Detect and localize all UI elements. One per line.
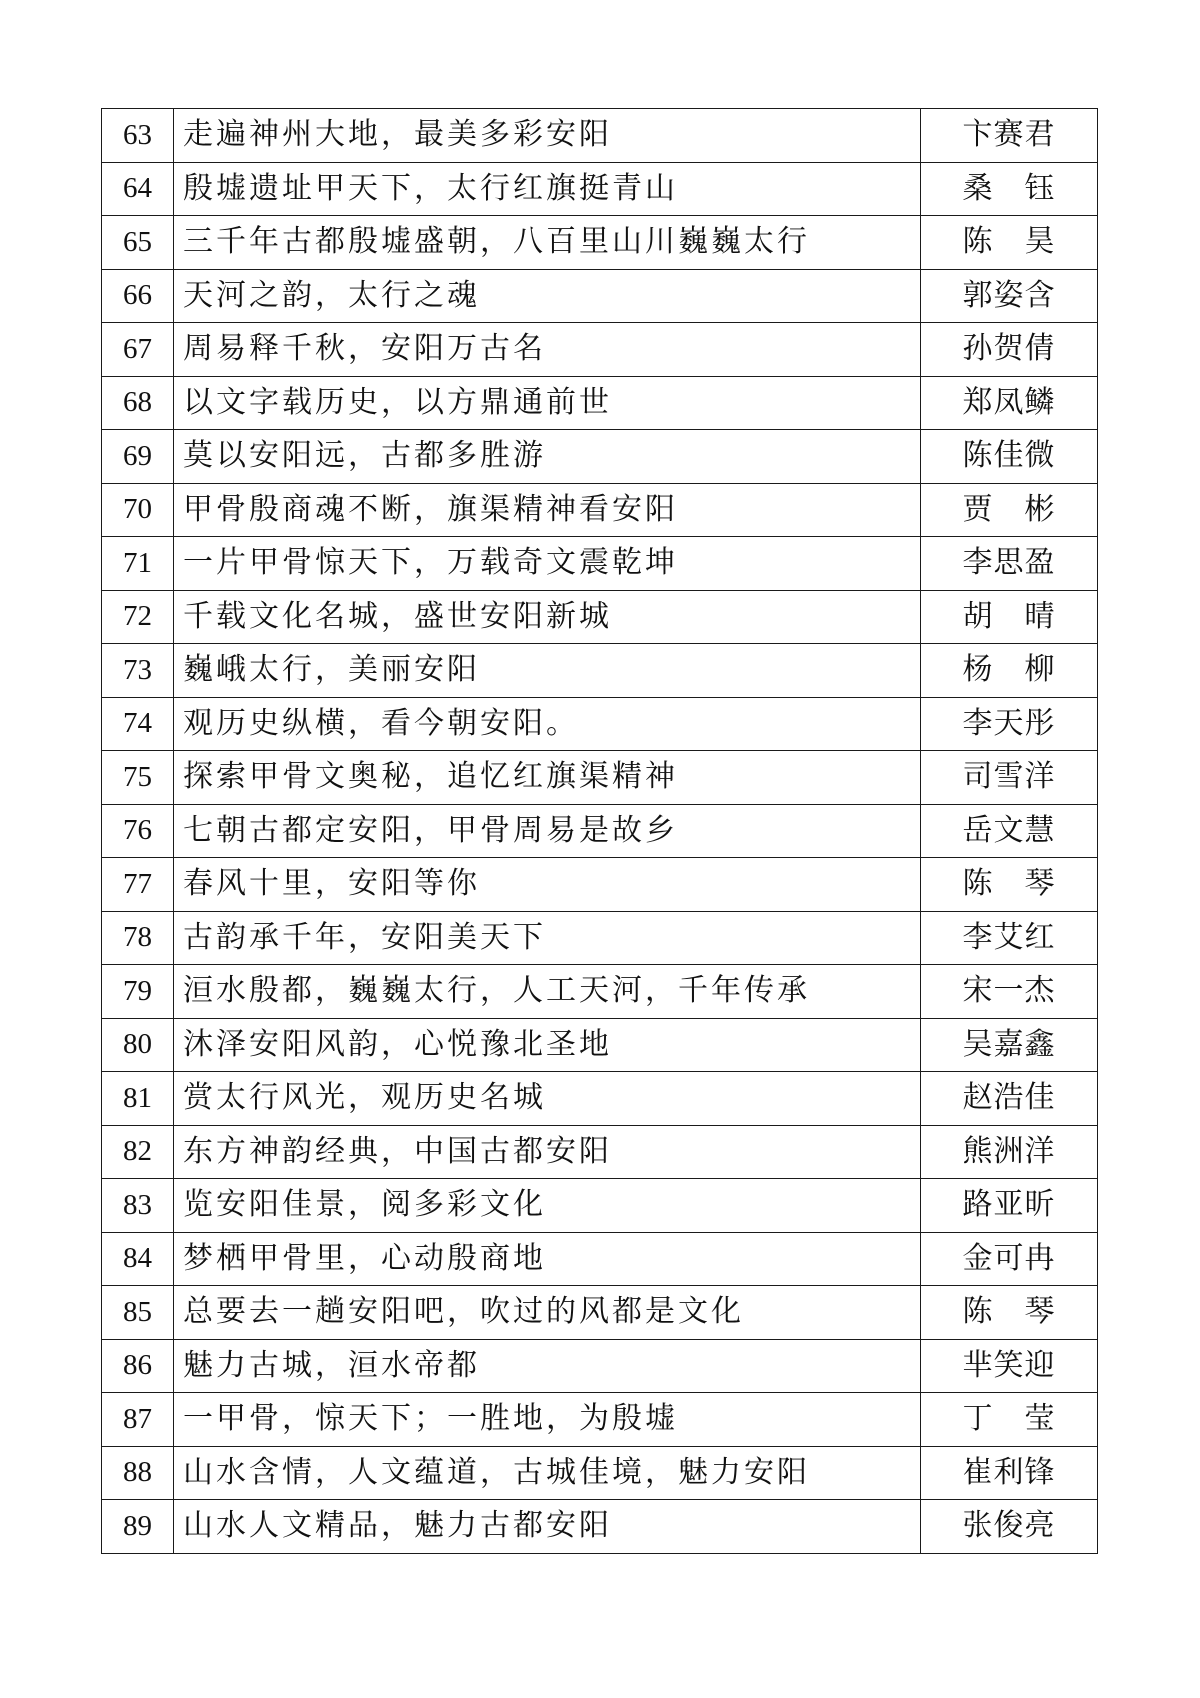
table-row — [102, 483, 1098, 537]
slogan-cell: 周易释千秋，安阳万古名 — [174, 323, 921, 377]
author-cell: 郭姿含 — [921, 269, 1098, 323]
row-number-cell: 87 — [102, 1393, 174, 1447]
row-number-cell: 79 — [102, 965, 174, 1019]
author-cell: 陈 琴 — [921, 1286, 1098, 1340]
table-row — [102, 1500, 1098, 1554]
table-row — [102, 1018, 1098, 1072]
row-number-cell: 76 — [102, 804, 174, 858]
row-number-cell: 68 — [102, 376, 174, 430]
author-cell: 吴嘉鑫 — [921, 1018, 1098, 1072]
table-row — [102, 590, 1098, 644]
row-number-cell: 66 — [102, 269, 174, 323]
author-cell: 李思盈 — [921, 537, 1098, 591]
row-number-cell: 65 — [102, 216, 174, 270]
slogan-cell: 春风十里，安阳等你 — [174, 858, 921, 912]
row-number-cell: 89 — [102, 1500, 174, 1554]
table-row — [102, 1393, 1098, 1447]
table-row — [102, 323, 1098, 377]
row-number-cell: 63 — [102, 109, 174, 163]
table-row — [102, 644, 1098, 698]
row-number-cell: 74 — [102, 697, 174, 751]
row-number-cell: 84 — [102, 1232, 174, 1286]
author-cell: 崔利锋 — [921, 1446, 1098, 1500]
slogan-cell: 魅力古城，洹水帝都 — [174, 1339, 921, 1393]
slogan-cell: 山水含情，人文蕴道，古城佳境，魅力安阳 — [174, 1446, 921, 1500]
slogan-cell: 赏太行风光，观历史名城 — [174, 1072, 921, 1126]
slogan-cell: 一甲骨，惊天下；一胜地，为殷墟 — [174, 1393, 921, 1447]
row-number-cell: 85 — [102, 1286, 174, 1340]
author-cell: 贾 彬 — [921, 483, 1098, 537]
row-number-cell: 72 — [102, 590, 174, 644]
table-row — [102, 109, 1098, 163]
slogan-table — [101, 108, 1098, 1554]
row-number-cell: 75 — [102, 751, 174, 805]
row-number-cell: 73 — [102, 644, 174, 698]
table-row — [102, 965, 1098, 1019]
author-cell: 岳文慧 — [921, 804, 1098, 858]
table-row — [102, 697, 1098, 751]
slogan-cell: 梦栖甲骨里，心动殷商地 — [174, 1232, 921, 1286]
author-cell: 丁 莹 — [921, 1393, 1098, 1447]
author-cell: 桑 钰 — [921, 162, 1098, 216]
slogan-cell: 总要去一趟安阳吧，吹过的风都是文化 — [174, 1286, 921, 1340]
slogan-cell: 探索甲骨文奥秘，追忆红旗渠精神 — [174, 751, 921, 805]
author-cell: 郑凤鳞 — [921, 376, 1098, 430]
slogan-cell: 沐泽安阳风韵，心悦豫北圣地 — [174, 1018, 921, 1072]
table-row — [102, 911, 1098, 965]
author-cell: 孙贺倩 — [921, 323, 1098, 377]
author-cell: 赵浩佳 — [921, 1072, 1098, 1126]
table-row — [102, 1339, 1098, 1393]
row-number-cell: 77 — [102, 858, 174, 912]
table-row — [102, 1232, 1098, 1286]
author-cell: 李天彤 — [921, 697, 1098, 751]
author-cell: 司雪洋 — [921, 751, 1098, 805]
table-row — [102, 858, 1098, 912]
row-number-cell: 67 — [102, 323, 174, 377]
slogan-cell: 览安阳佳景，阅多彩文化 — [174, 1179, 921, 1233]
row-number-cell: 78 — [102, 911, 174, 965]
slogan-cell: 洹水殷都，巍巍太行，人工天河，千年传承 — [174, 965, 921, 1019]
author-cell: 宋一杰 — [921, 965, 1098, 1019]
table-row — [102, 162, 1098, 216]
table-row — [102, 537, 1098, 591]
table-row — [102, 430, 1098, 484]
table-row — [102, 1286, 1098, 1340]
table-row — [102, 269, 1098, 323]
slogan-cell: 三千年古都殷墟盛朝，八百里山川巍巍太行 — [174, 216, 921, 270]
row-number-cell: 88 — [102, 1446, 174, 1500]
slogan-cell: 一片甲骨惊天下，万载奇文震乾坤 — [174, 537, 921, 591]
row-number-cell: 81 — [102, 1072, 174, 1126]
author-cell: 芈笑迎 — [921, 1339, 1098, 1393]
row-number-cell: 82 — [102, 1125, 174, 1179]
table-row — [102, 1446, 1098, 1500]
slogan-cell: 莫以安阳远，古都多胜游 — [174, 430, 921, 484]
author-cell: 路亚昕 — [921, 1179, 1098, 1233]
author-cell: 张俊亮 — [921, 1500, 1098, 1554]
slogan-cell: 观历史纵横，看今朝安阳。 — [174, 697, 921, 751]
slogan-cell: 以文字载历史，以方鼎通前世 — [174, 376, 921, 430]
slogan-cell: 甲骨殷商魂不断，旗渠精神看安阳 — [174, 483, 921, 537]
slogan-cell: 古韵承千年，安阳美天下 — [174, 911, 921, 965]
slogan-cell: 七朝古都定安阳，甲骨周易是故乡 — [174, 804, 921, 858]
author-cell: 李艾红 — [921, 911, 1098, 965]
row-number-cell: 70 — [102, 483, 174, 537]
author-cell: 熊洲洋 — [921, 1125, 1098, 1179]
table-row — [102, 216, 1098, 270]
table-row — [102, 1179, 1098, 1233]
row-number-cell: 83 — [102, 1179, 174, 1233]
slogan-cell: 殷墟遗址甲天下，太行红旗挺青山 — [174, 162, 921, 216]
slogan-cell: 天河之韵，太行之魂 — [174, 269, 921, 323]
table-row — [102, 751, 1098, 805]
slogan-cell: 千载文化名城，盛世安阳新城 — [174, 590, 921, 644]
table-row — [102, 1072, 1098, 1126]
table-row — [102, 804, 1098, 858]
row-number-cell: 80 — [102, 1018, 174, 1072]
author-cell: 陈 琴 — [921, 858, 1098, 912]
slogan-cell: 巍峨太行，美丽安阳 — [174, 644, 921, 698]
table-row — [102, 1125, 1098, 1179]
author-cell: 金可冉 — [921, 1232, 1098, 1286]
row-number-cell: 86 — [102, 1339, 174, 1393]
slogan-cell: 走遍神州大地，最美多彩安阳 — [174, 109, 921, 163]
slogan-cell: 山水人文精品，魅力古都安阳 — [174, 1500, 921, 1554]
author-cell: 杨 柳 — [921, 644, 1098, 698]
author-cell: 卞赛君 — [921, 109, 1098, 163]
row-number-cell: 69 — [102, 430, 174, 484]
row-number-cell: 64 — [102, 162, 174, 216]
author-cell: 陈佳微 — [921, 430, 1098, 484]
slogan-table-body — [102, 109, 1098, 1554]
author-cell: 陈 昊 — [921, 216, 1098, 270]
row-number-cell: 71 — [102, 537, 174, 591]
author-cell: 胡 晴 — [921, 590, 1098, 644]
table-row — [102, 376, 1098, 430]
slogan-cell: 东方神韵经典，中国古都安阳 — [174, 1125, 921, 1179]
